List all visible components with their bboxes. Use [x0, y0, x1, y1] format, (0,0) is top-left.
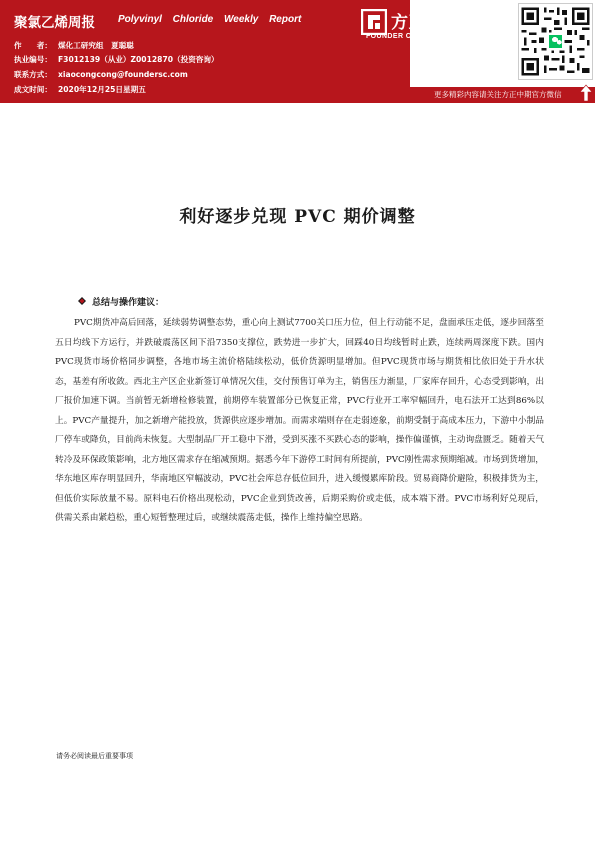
section-heading-text: 总结与操作建议：: [92, 298, 165, 308]
report-title-cn: 聚氯乙烯周报: [14, 15, 95, 31]
meta-label: 作 者：: [14, 41, 52, 50]
report-title-en: Polyvinyl Chloride Weekly Report: [118, 14, 302, 25]
meta-value: 2020年12月25日星期五: [57, 85, 146, 94]
meta-value[interactable]: xiaocongcong@foundersc.com: [57, 70, 188, 79]
meta-value: F3012139（从业）Z0012870（投资咨询）: [57, 55, 219, 64]
company-logo: [361, 6, 511, 46]
company-name-cn: 方正中期期货: [391, 13, 496, 33]
qr-code: [518, 3, 593, 80]
meta-value: 煤化工研究组 夏聪聪: [57, 41, 134, 50]
summary-paragraph: PVC期货冲高后回落，延续弱势调整态势，重心向上测试7700关口压力位，但上行动能不足，盘面承压走低，逐步回落至五日均线下方运行，并跌破震荡区间下沿7350支撑位，跌势进一步扩大，回踩40日均线暂时止跌，连续两周深度下跌。国内PVC现货市场价格同步调整，各地市场主流价格陆续松动，低价货源明显增加。但PVC现货市场与期货相比依旧处于升水状态，基差有所收敛。西北主产区企业新签订单情况欠佳，交付预售订单为主，销售压力渐显，厂家库存回升，心态受到影响，出厂报价加速下调。当前暂无新增检修装置，前期停车装置部分已恢复正常，PVC行业开工率窄幅回升，电石法开工达到86%以上。PVC产量提升，加之新增产能投放，货源供应逐步增加。而需求端则存在走弱迹象，前期受制于高成本压力，下游中小制品厂停车或降负，目前尚未恢复。大型制品厂开工稳中下滑，受到买涨不买跌心态的影响，操作偏谨慎，主动询盘匮乏。随着天气转冷及环保政策影响，北方地区需求存在缩减预期。据悉今年下游停工时间有所提前，PVC刚性需求预期缩减。市场到货增加，华东地区库存明显回升，华南地区窄幅波动，PVC社会库总存低位回升，进入缓慢累库阶段。贸易商降价避险，积极排货为主，但低价实际放量不易。原料电石价格出现松动，PVC企业到货改善，后期采购价或走低，成本端下滑。PVC市场利好兑现后，供需关系由紧趋松，重心短暂整理过后，或继续震荡走低，操作上维持偏空思路。: [55, 318, 544, 523]
follow-wechat-text: 更多精彩内容请关注方正中期官方微信: [434, 90, 562, 99]
meta-label: 成文时间：: [14, 85, 52, 94]
meta-author: [14, 40, 134, 51]
section-heading: [78, 295, 164, 308]
meta-license: [14, 54, 219, 65]
meta-label: 执业编号：: [14, 55, 52, 64]
diamond-bullet-icon: [78, 297, 86, 308]
founder-logo-icon: [361, 9, 387, 35]
report-header: [0, 0, 410, 103]
disclaimer-note: 请务必阅读最后重要事项: [56, 752, 133, 760]
meta-contact: [14, 69, 188, 80]
company-name-en: FOUNDER CIFCO FUTURES: [366, 33, 468, 40]
meta-label: 联系方式：: [14, 70, 52, 79]
arrow-up-icon[interactable]: [579, 84, 593, 102]
meta-date: [14, 84, 146, 95]
article-headline: 利好逐步兑现 PVC 期价调整: [179, 207, 416, 227]
follow-wechat-bar[interactable]: [410, 87, 595, 103]
qr-code-icon: [519, 4, 592, 79]
